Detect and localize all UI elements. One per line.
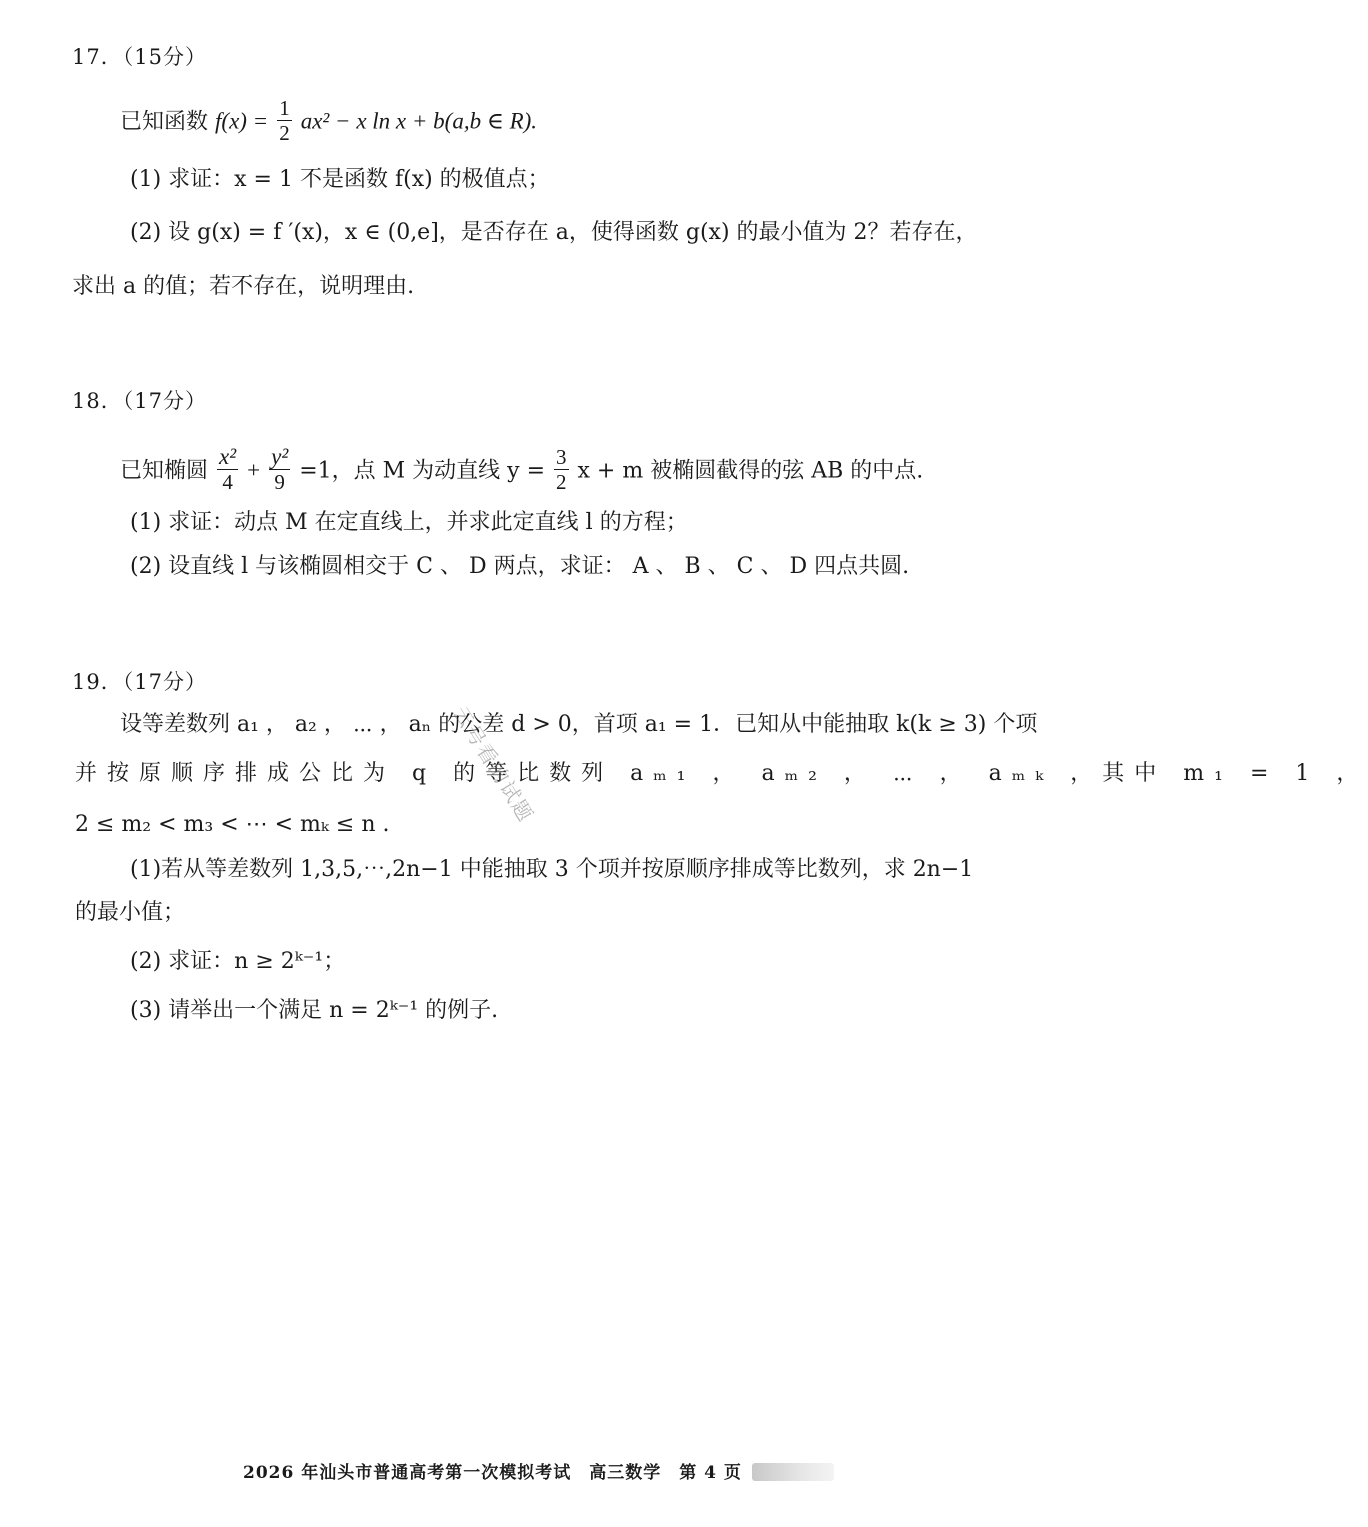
q19-line1: 设等差数列 a₁ ， a₂ ， ⋯ ， aₙ 的公差 d > 0，首项 a₁ = 1．已知从中能抽取 k(k ≥ 3) 个项	[120, 712, 1038, 737]
q19-part2: (2) 求证：n ≥ 2ᵏ⁻¹；	[130, 949, 346, 974]
q18-fraction-slope: $\frac{3}{2}$	[556, 445, 567, 494]
q17-heading: 17．（15分）	[72, 45, 207, 69]
q17-fraction: $\frac{1}{2}$	[279, 96, 290, 145]
q17-stem: 已知函数 f(x) = $\frac{1}{2}$ ax² − x ln x + b(a,b ∈ R).	[120, 96, 538, 145]
q18-part2: (2) 设直线 l 与该椭圆相交于 C 、 D 两点，求证： A 、 B 、 C 、 D 四点共圆.	[130, 554, 910, 579]
q19-part1: (1)若从等差数列 1,3,5,⋯,2n−1 中能抽取 3 个项并按原顺序排成等比数列，求 2n−1	[130, 857, 974, 882]
q19-line2: 并按原顺序排成公比为 q 的等比数列 aₘ₁ ， aₘ₂ ， ⋯ ， aₘₖ ，其中 m₁ = 1 ，	[75, 761, 1368, 786]
watermark-text: 云号看的试题	[448, 702, 539, 827]
q19-line3: 2 ≤ m₂ < m₃ < ⋯ < mₖ ≤ n .	[75, 812, 390, 837]
q17-part2-cont: 求出 a 的值；若不存在，说明理由.	[72, 274, 415, 299]
q19-part3: (3) 请举出一个满足 n = 2ᵏ⁻¹ 的例子.	[130, 998, 499, 1023]
page-footer	[243, 1458, 834, 1483]
footer-text: 2026 年汕头市普通高考第一次模拟考试 高三数学 第 4 页	[243, 1463, 742, 1483]
redacted-mark	[752, 1463, 834, 1481]
q19-part1-cont: 的最小值；	[75, 900, 186, 925]
q17-part2: (2) 设 g(x) = f ′(x)，x ∈ (0,e]，是否存在 a，使得函数 g(x) 的最小值为 2？若存在，	[130, 220, 978, 245]
q17-part1: (1) 求证：x = 1 不是函数 f(x) 的极值点；	[130, 167, 550, 192]
q18-heading: 18．（17分）	[72, 389, 207, 413]
q18-fraction-y: $\frac{\text{y²}}{9}$	[271, 444, 289, 494]
q19-heading: 19．（17分）	[72, 670, 207, 694]
q18-part1: (1) 求证：动点 M 在定直线上，并求此定直线 l 的方程；	[130, 510, 688, 535]
q18-fraction-x: $\frac{\text{x²}}{4}$	[219, 444, 237, 494]
q18-stem: 已知椭圆 $\frac{\text{x²}}{4}$ + $\frac{\text{y²}}{9}$ =1，点 M 为动直线 y = $\frac{3}{2}$ x + m 被椭圆截得的弦 AB 的中点.	[120, 444, 924, 494]
